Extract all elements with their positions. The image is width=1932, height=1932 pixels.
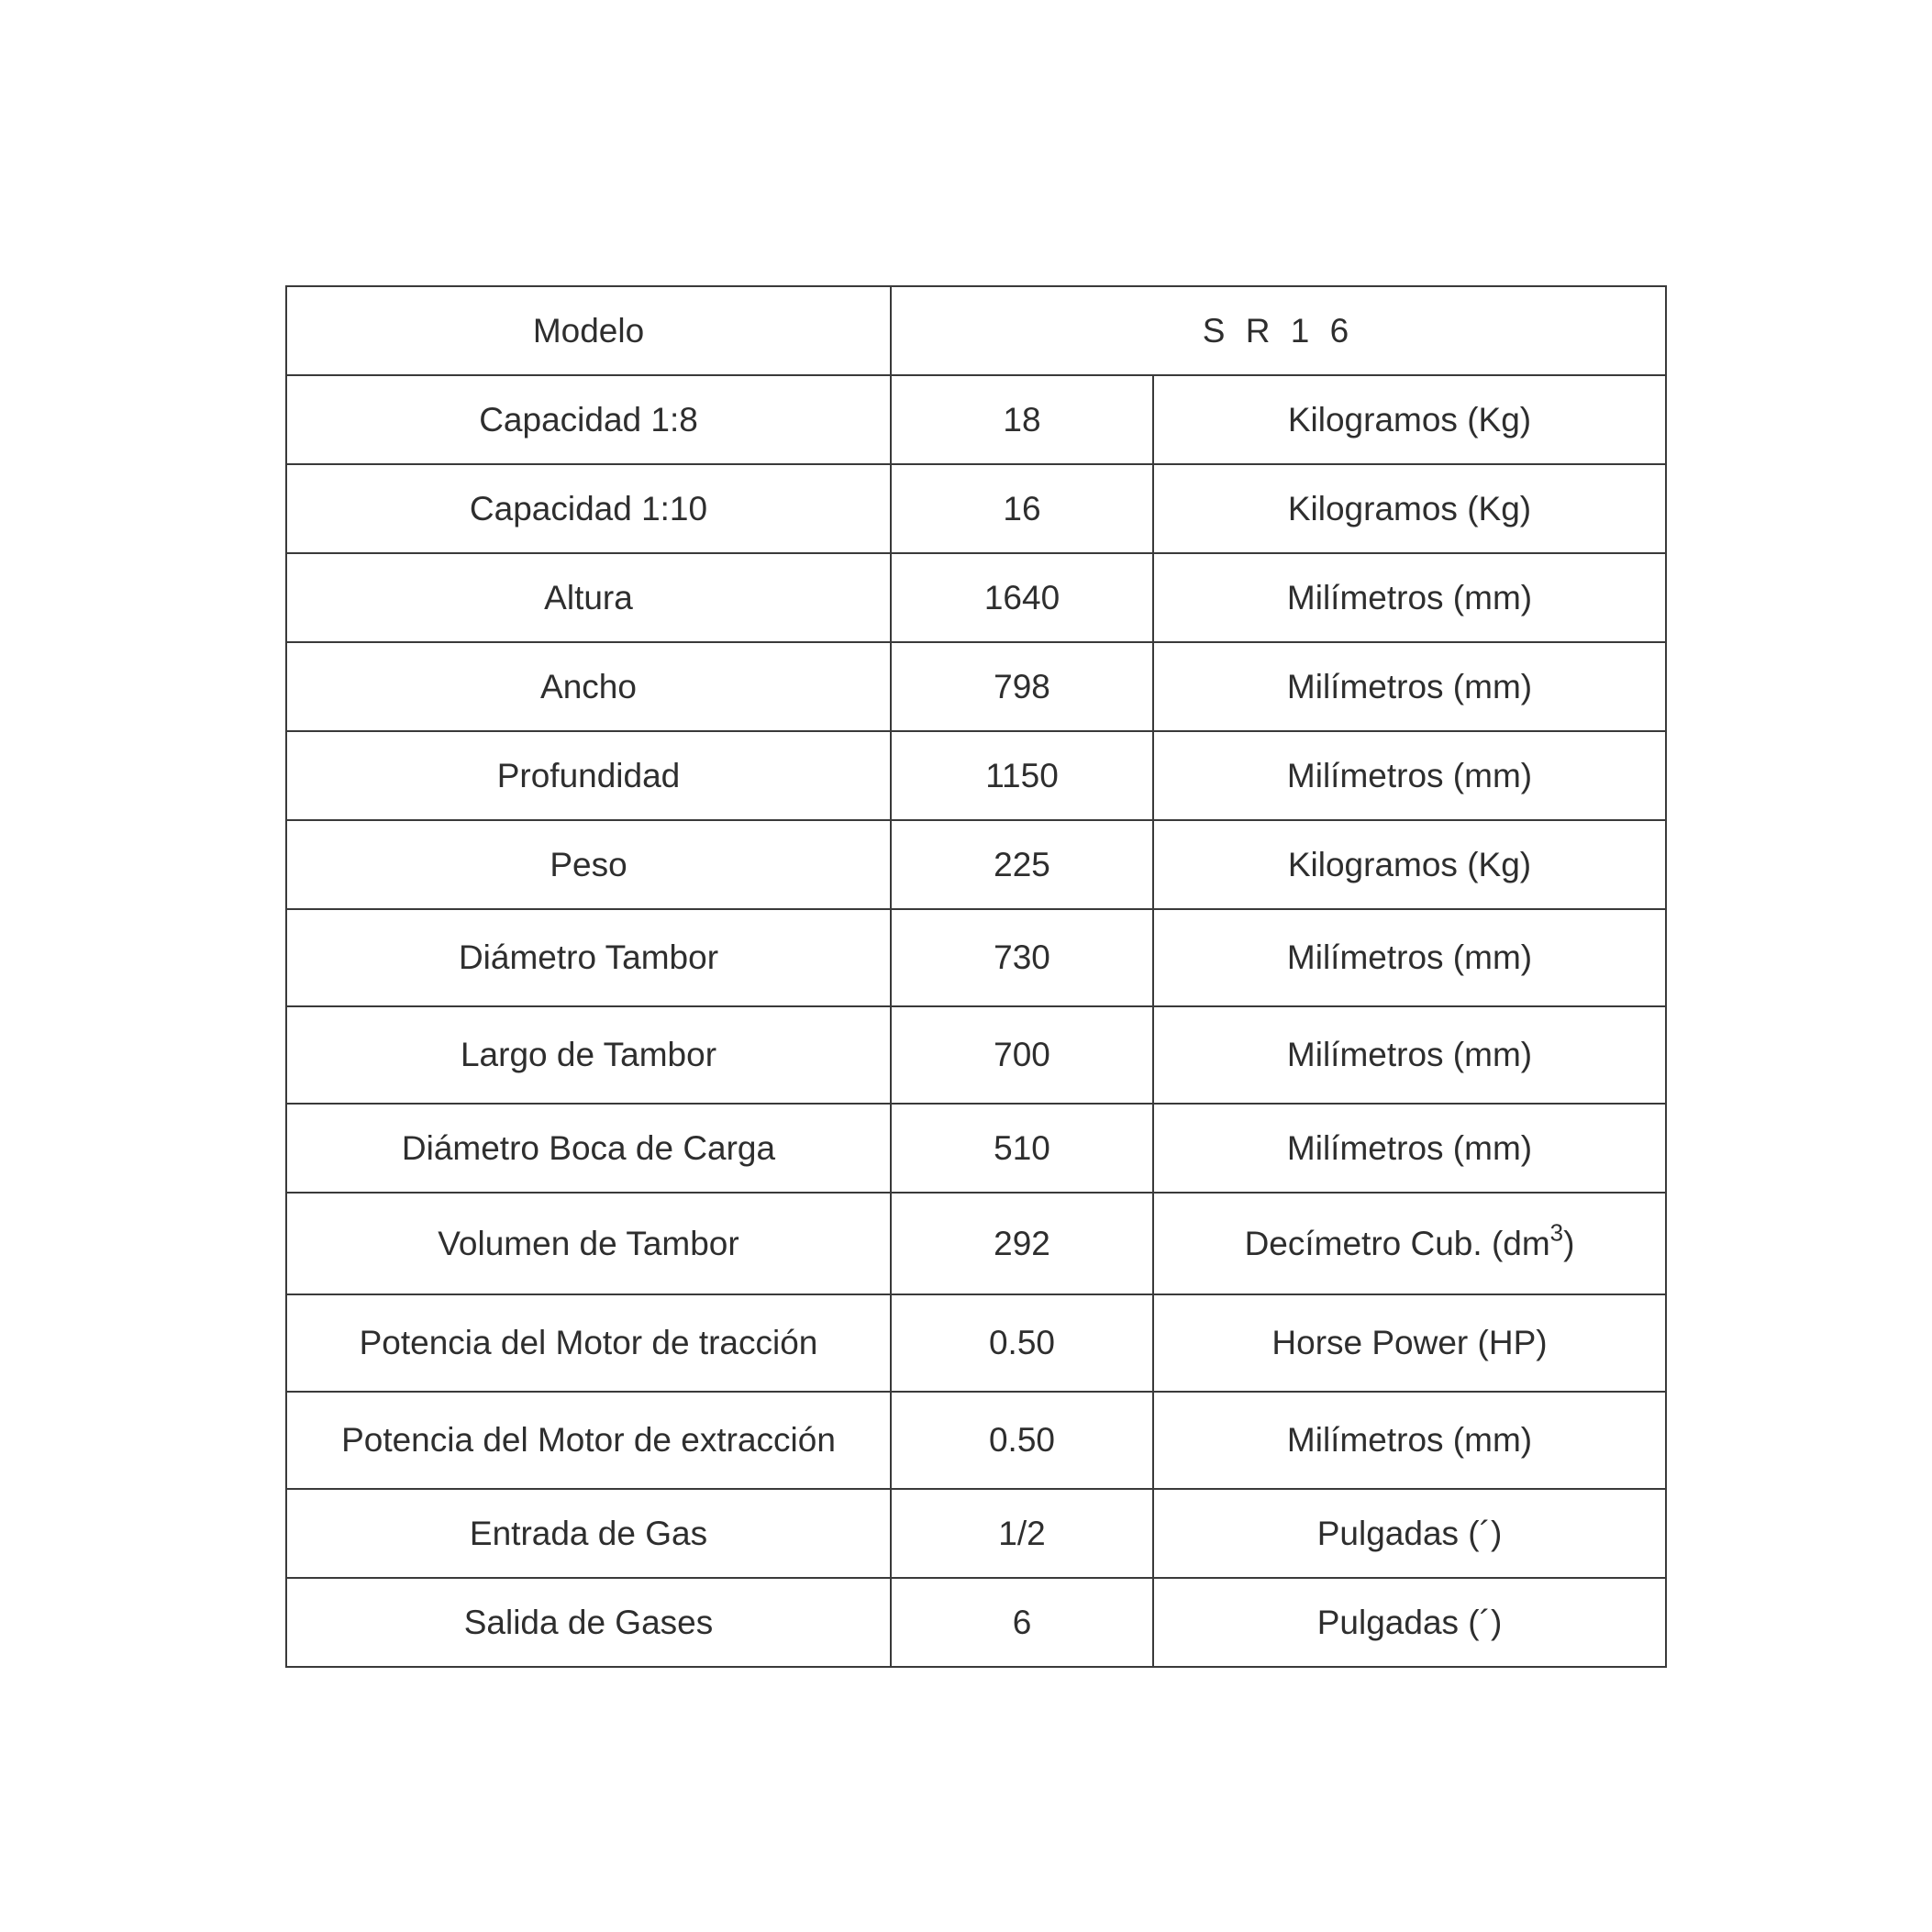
spec-value: 798 [891, 642, 1153, 731]
spec-value: 510 [891, 1104, 1153, 1193]
spec-label: Entrada de Gas [286, 1489, 891, 1578]
spec-label: Diámetro Tambor [286, 909, 891, 1006]
spec-unit-superscript: 3 [1549, 1219, 1564, 1246]
spec-value: 730 [891, 909, 1153, 1006]
spec-label: Diámetro Boca de Carga [286, 1104, 891, 1193]
table-row [286, 1578, 1666, 1667]
spec-unit [1153, 1193, 1666, 1294]
spec-unit: Pulgadas (´) [1153, 1489, 1666, 1578]
spec-label: Ancho [286, 642, 891, 731]
spec-unit: Kilogramos (Kg) [1153, 464, 1666, 553]
spec-unit: Kilogramos (Kg) [1153, 820, 1666, 909]
model-value: S R 1 6 [891, 286, 1666, 375]
spec-value: 16 [891, 464, 1153, 553]
spec-label: Potencia del Motor de extracción [286, 1392, 891, 1489]
spec-value: 700 [891, 1006, 1153, 1104]
spec-value: 292 [891, 1193, 1153, 1294]
table-row [286, 553, 1666, 642]
spec-unit: Kilogramos (Kg) [1153, 375, 1666, 464]
spec-label: Salida de Gases [286, 1578, 891, 1667]
spec-label: Profundidad [286, 731, 891, 820]
spec-unit-text: Decímetro Cub. (dm [1244, 1224, 1550, 1262]
table-row [286, 642, 1666, 731]
table-row [286, 1104, 1666, 1193]
table-row [286, 820, 1666, 909]
spec-value: 1640 [891, 553, 1153, 642]
spec-value: 6 [891, 1578, 1153, 1667]
spec-unit: Milímetros (mm) [1153, 642, 1666, 731]
table-row [286, 731, 1666, 820]
table-row [286, 375, 1666, 464]
table-row [286, 1294, 1666, 1392]
spec-unit: Milímetros (mm) [1153, 1104, 1666, 1193]
table-row [286, 464, 1666, 553]
spec-unit: Milímetros (mm) [1153, 1392, 1666, 1489]
spec-unit-suffix: ) [1563, 1224, 1575, 1262]
spec-label: Largo de Tambor [286, 1006, 891, 1104]
spec-value: 0.50 [891, 1392, 1153, 1489]
spec-unit: Milímetros (mm) [1153, 731, 1666, 820]
spec-unit: Milímetros (mm) [1153, 909, 1666, 1006]
spec-label: Peso [286, 820, 891, 909]
table-row [286, 1193, 1666, 1294]
spec-value: 1150 [891, 731, 1153, 820]
spec-label: Capacidad 1:8 [286, 375, 891, 464]
spec-label: Altura [286, 553, 891, 642]
table-header-row [286, 286, 1666, 375]
table-row [286, 1489, 1666, 1578]
spec-value: 225 [891, 820, 1153, 909]
spec-label: Potencia del Motor de tracción [286, 1294, 891, 1392]
table-row [286, 909, 1666, 1006]
table-row [286, 1392, 1666, 1489]
spec-unit: Milímetros (mm) [1153, 553, 1666, 642]
spec-unit: Horse Power (HP) [1153, 1294, 1666, 1392]
spec-value: 0.50 [891, 1294, 1153, 1392]
spec-unit: Pulgadas (´) [1153, 1578, 1666, 1667]
spec-label: Capacidad 1:10 [286, 464, 891, 553]
table-row [286, 1006, 1666, 1104]
spec-unit: Milímetros (mm) [1153, 1006, 1666, 1104]
header-label: Modelo [286, 286, 891, 375]
spec-value: 18 [891, 375, 1153, 464]
spec-label: Volumen de Tambor [286, 1193, 891, 1294]
spec-table [285, 285, 1667, 1668]
spec-value: 1/2 [891, 1489, 1153, 1578]
